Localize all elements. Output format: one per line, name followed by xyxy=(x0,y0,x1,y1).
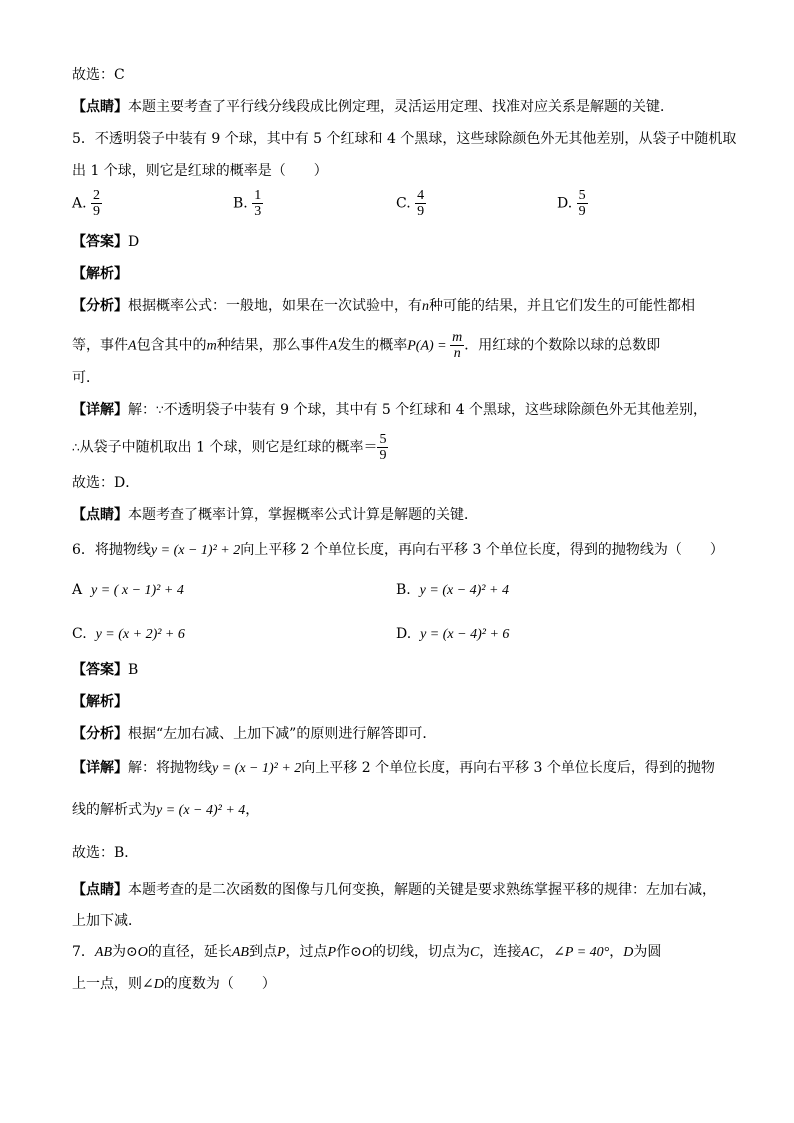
line-dianjing-prev: 【点睛】本题主要考查了平行线分线段成比例定理，灵活运用定理、找准对应关系是解题的关键． xyxy=(72,99,674,115)
q5-option-c: C. $\frac{4}{9}$ xyxy=(396,188,425,219)
q6-answer: 【答案】B xyxy=(72,662,139,678)
q5-answer: 【答案】D xyxy=(72,234,140,250)
q6-stem: 6．将抛物线y = (x − 1)² + 2向上平移 2 个单位长度，再向右平移 3 个单位长度，得到的抛物线为（ ） xyxy=(72,542,724,558)
q6-xiangjie-line1: 【详解】解：将抛物线y = (x − 1)² + 2向上平移 2 个单位长度，再向右平移 3 个单位长度后，得到的抛物 xyxy=(72,760,715,776)
q5-option-b: B. $\frac{1}{3}$ xyxy=(233,188,262,219)
q5-fenxi-line3: 可． xyxy=(72,370,100,386)
q6-option-b: B. y = (x − 4)² + 4 xyxy=(396,582,509,598)
q5-jiexi: 【解析】 xyxy=(72,266,128,282)
q5-stem-line1: 5．不透明袋子中装有 9 个球，其中有 5 个红球和 4 个黑球，这些球除颜色外无其他差别，从袋子中随机取 xyxy=(72,131,737,147)
q5-xiangjie-line2: ∴从袋子中随机取出 1 个球，则它是红球的概率＝ $\frac{5}{9}$ xyxy=(72,432,387,463)
tag-dianjing: 【点睛】 xyxy=(72,99,128,115)
q6-option-c: C. y = (x + 2)² + 6 xyxy=(72,626,185,642)
q5-fenxi-line2: 等，事件A包含其中的m种结果，那么事件A发生的概率P(A) = $\frac{m}{n}$ ．用红球的个数除以球的总数即 xyxy=(72,330,661,361)
q7-stem-line2: 上一点，则∠D的度数为（ ） xyxy=(72,976,276,992)
q6-option-d: D. y = (x − 4)² + 6 xyxy=(396,626,510,642)
q6-dianjing-line2: 上加下减． xyxy=(72,913,142,929)
q5-guxuan: 故选：D． xyxy=(72,475,140,491)
q6-xiangjie-line2: 线的解析式为y = (x − 4)² + 4， xyxy=(72,802,260,818)
q5-option-d: D. $\frac{5}{9}$ xyxy=(557,188,586,219)
line-answer-select-c: 故选：C xyxy=(72,67,125,83)
q5-dianjing: 【点睛】本题考查了概率计算，掌握概率公式计算是解题的关键． xyxy=(72,507,478,523)
q6-option-a: A y = ( x − 1)² + 4 xyxy=(72,582,184,598)
q5-option-a: A. $\frac{2}{9}$ xyxy=(72,188,101,219)
q7-stem-line1: 7．AB为⊙O的直径，延长AB到点P，过点P作⊙O的切线，切点为C，连接AC，∠P = 40°，D为圆 xyxy=(72,944,662,960)
q6-dianjing-line1: 【点睛】本题考查的是二次函数的图像与几何变换，解题的关键是要求熟练掌握平移的规律：左加右减， xyxy=(72,882,716,898)
q6-fenxi: 【分析】根据“左加右减、上加下减”的原则进行解答即可． xyxy=(72,726,437,742)
q6-jiexi: 【解析】 xyxy=(72,694,128,710)
q5-xiangjie-line1: 【详解】解：∵不透明袋子中装有 9 个球，其中有 5 个红球和 4 个黑球，这些球除颜色外无其他差别， xyxy=(72,402,708,418)
q5-fenxi-line1: 【分析】根据概率公式：一般地，如果在一次试验中，有n种可能的结果，并且它们发生的可能性都相 xyxy=(72,298,695,314)
q5-stem-line2: 出 1 个球，则它是红球的概率是（ ） xyxy=(72,163,328,179)
q6-guxuan: 故选：B． xyxy=(72,845,139,861)
